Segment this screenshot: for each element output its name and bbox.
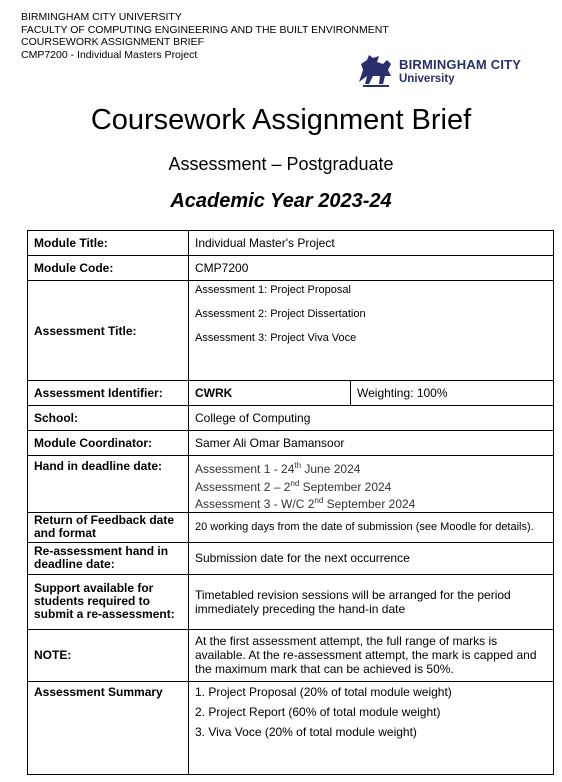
- summary-value: [189, 681, 554, 774]
- module-code-value: CMP7200: [189, 256, 554, 281]
- table-row: [28, 574, 554, 629]
- table-row: [28, 406, 554, 431]
- table-row: [28, 431, 554, 456]
- deadline-value: [189, 456, 554, 513]
- academic-year: Academic Year 2023-24: [170, 190, 392, 212]
- table-row: [28, 542, 554, 574]
- reassess-value: Submission date for the next occurrence: [189, 542, 554, 574]
- reassess-label: Re-assessment hand in deadline date:: [28, 542, 189, 574]
- document-header: [21, 11, 389, 61]
- page-subtitle: Assessment – Postgraduate: [168, 154, 394, 174]
- summary-label: Assessment Summary: [28, 681, 189, 774]
- table-row: [28, 256, 554, 281]
- table-row: [28, 231, 554, 256]
- summary-item: 2. Project Report (60% of total module weight): [195, 704, 441, 719]
- lion-crest-icon: [355, 52, 395, 88]
- school-value: College of Computing: [189, 406, 554, 431]
- university-logo: [355, 52, 525, 92]
- note-label: NOTE:: [28, 629, 189, 681]
- table-row: [28, 512, 554, 542]
- coordinator-value: Samer Ali Omar Bamansoor: [189, 431, 554, 456]
- module-title-label: Module Title:: [28, 231, 189, 256]
- school-label: School:: [28, 406, 189, 431]
- deadline-item-2: Assessment 2 – 2nd September 2024: [195, 478, 392, 494]
- header-doc-type: COURSEWORK ASSIGNMENT BRIEF: [21, 36, 204, 49]
- module-title-value: Individual Master's Project: [189, 231, 554, 256]
- table-row: [28, 681, 554, 774]
- assessment-item: Assessment 1: Project Proposal: [195, 284, 351, 296]
- note-value: At the first assessment attempt, the full range of marks is available. At the re-assessment attempt, the mark is capped and the maximum mark that can be achieved is 50%.: [189, 629, 554, 681]
- logo-line-2: University: [399, 73, 455, 85]
- assessment-item: Assessment 2: Project Dissertation: [195, 308, 366, 320]
- table-row: [28, 629, 554, 681]
- support-value: Timetabled revision sessions will be arranged for the period immediately preceding the hand-in date: [189, 574, 554, 629]
- support-label: Support available for students required to submit a re-assessment:: [28, 574, 189, 629]
- table-row: [28, 281, 554, 381]
- feedback-label: Return of Feedback date and format: [28, 512, 189, 542]
- brief-table: [27, 230, 554, 775]
- identifier-value: CWRK: [189, 381, 351, 406]
- header-module: CMP7200 - Individual Masters Project: [21, 48, 198, 61]
- feedback-value: 20 working days from the date of submission (see Moodle for details).: [189, 512, 554, 542]
- identifier-label: Assessment Identifier:: [28, 381, 189, 406]
- assessment-title-value: [189, 281, 554, 381]
- table-row: [28, 381, 554, 406]
- summary-item: 3. Viva Voce (20% of total module weight): [195, 724, 417, 739]
- page-title: Coursework Assignment Brief: [90, 104, 472, 136]
- assessment-item: Assessment 3: Project Viva Voce: [195, 332, 357, 344]
- coordinator-label: Module Coordinator:: [28, 431, 189, 456]
- weighting-value: Weighting: 100%: [351, 381, 554, 406]
- table-row: [28, 456, 554, 513]
- logo-line-1: BIRMINGHAM CITY: [399, 57, 522, 72]
- summary-item: 1. Project Proposal (20% of total module weight): [195, 684, 452, 699]
- deadline-item-3: Assessment 3 - W/C 2nd September 2024: [195, 496, 416, 511]
- header-faculty: FACULTY OF COMPUTING ENGINEERING AND THE BUILT ENVIRONMENT: [21, 23, 389, 36]
- header-university: BIRMINGHAM CITY UNIVERSITY: [21, 11, 182, 23]
- deadline-item-1: Assessment 1 - 24th June 2024: [195, 461, 361, 476]
- deadline-label: Hand in deadline date:: [28, 456, 189, 513]
- module-code-label: Module Code:: [28, 256, 189, 281]
- assessment-title-label: Assessment Title:: [28, 281, 189, 381]
